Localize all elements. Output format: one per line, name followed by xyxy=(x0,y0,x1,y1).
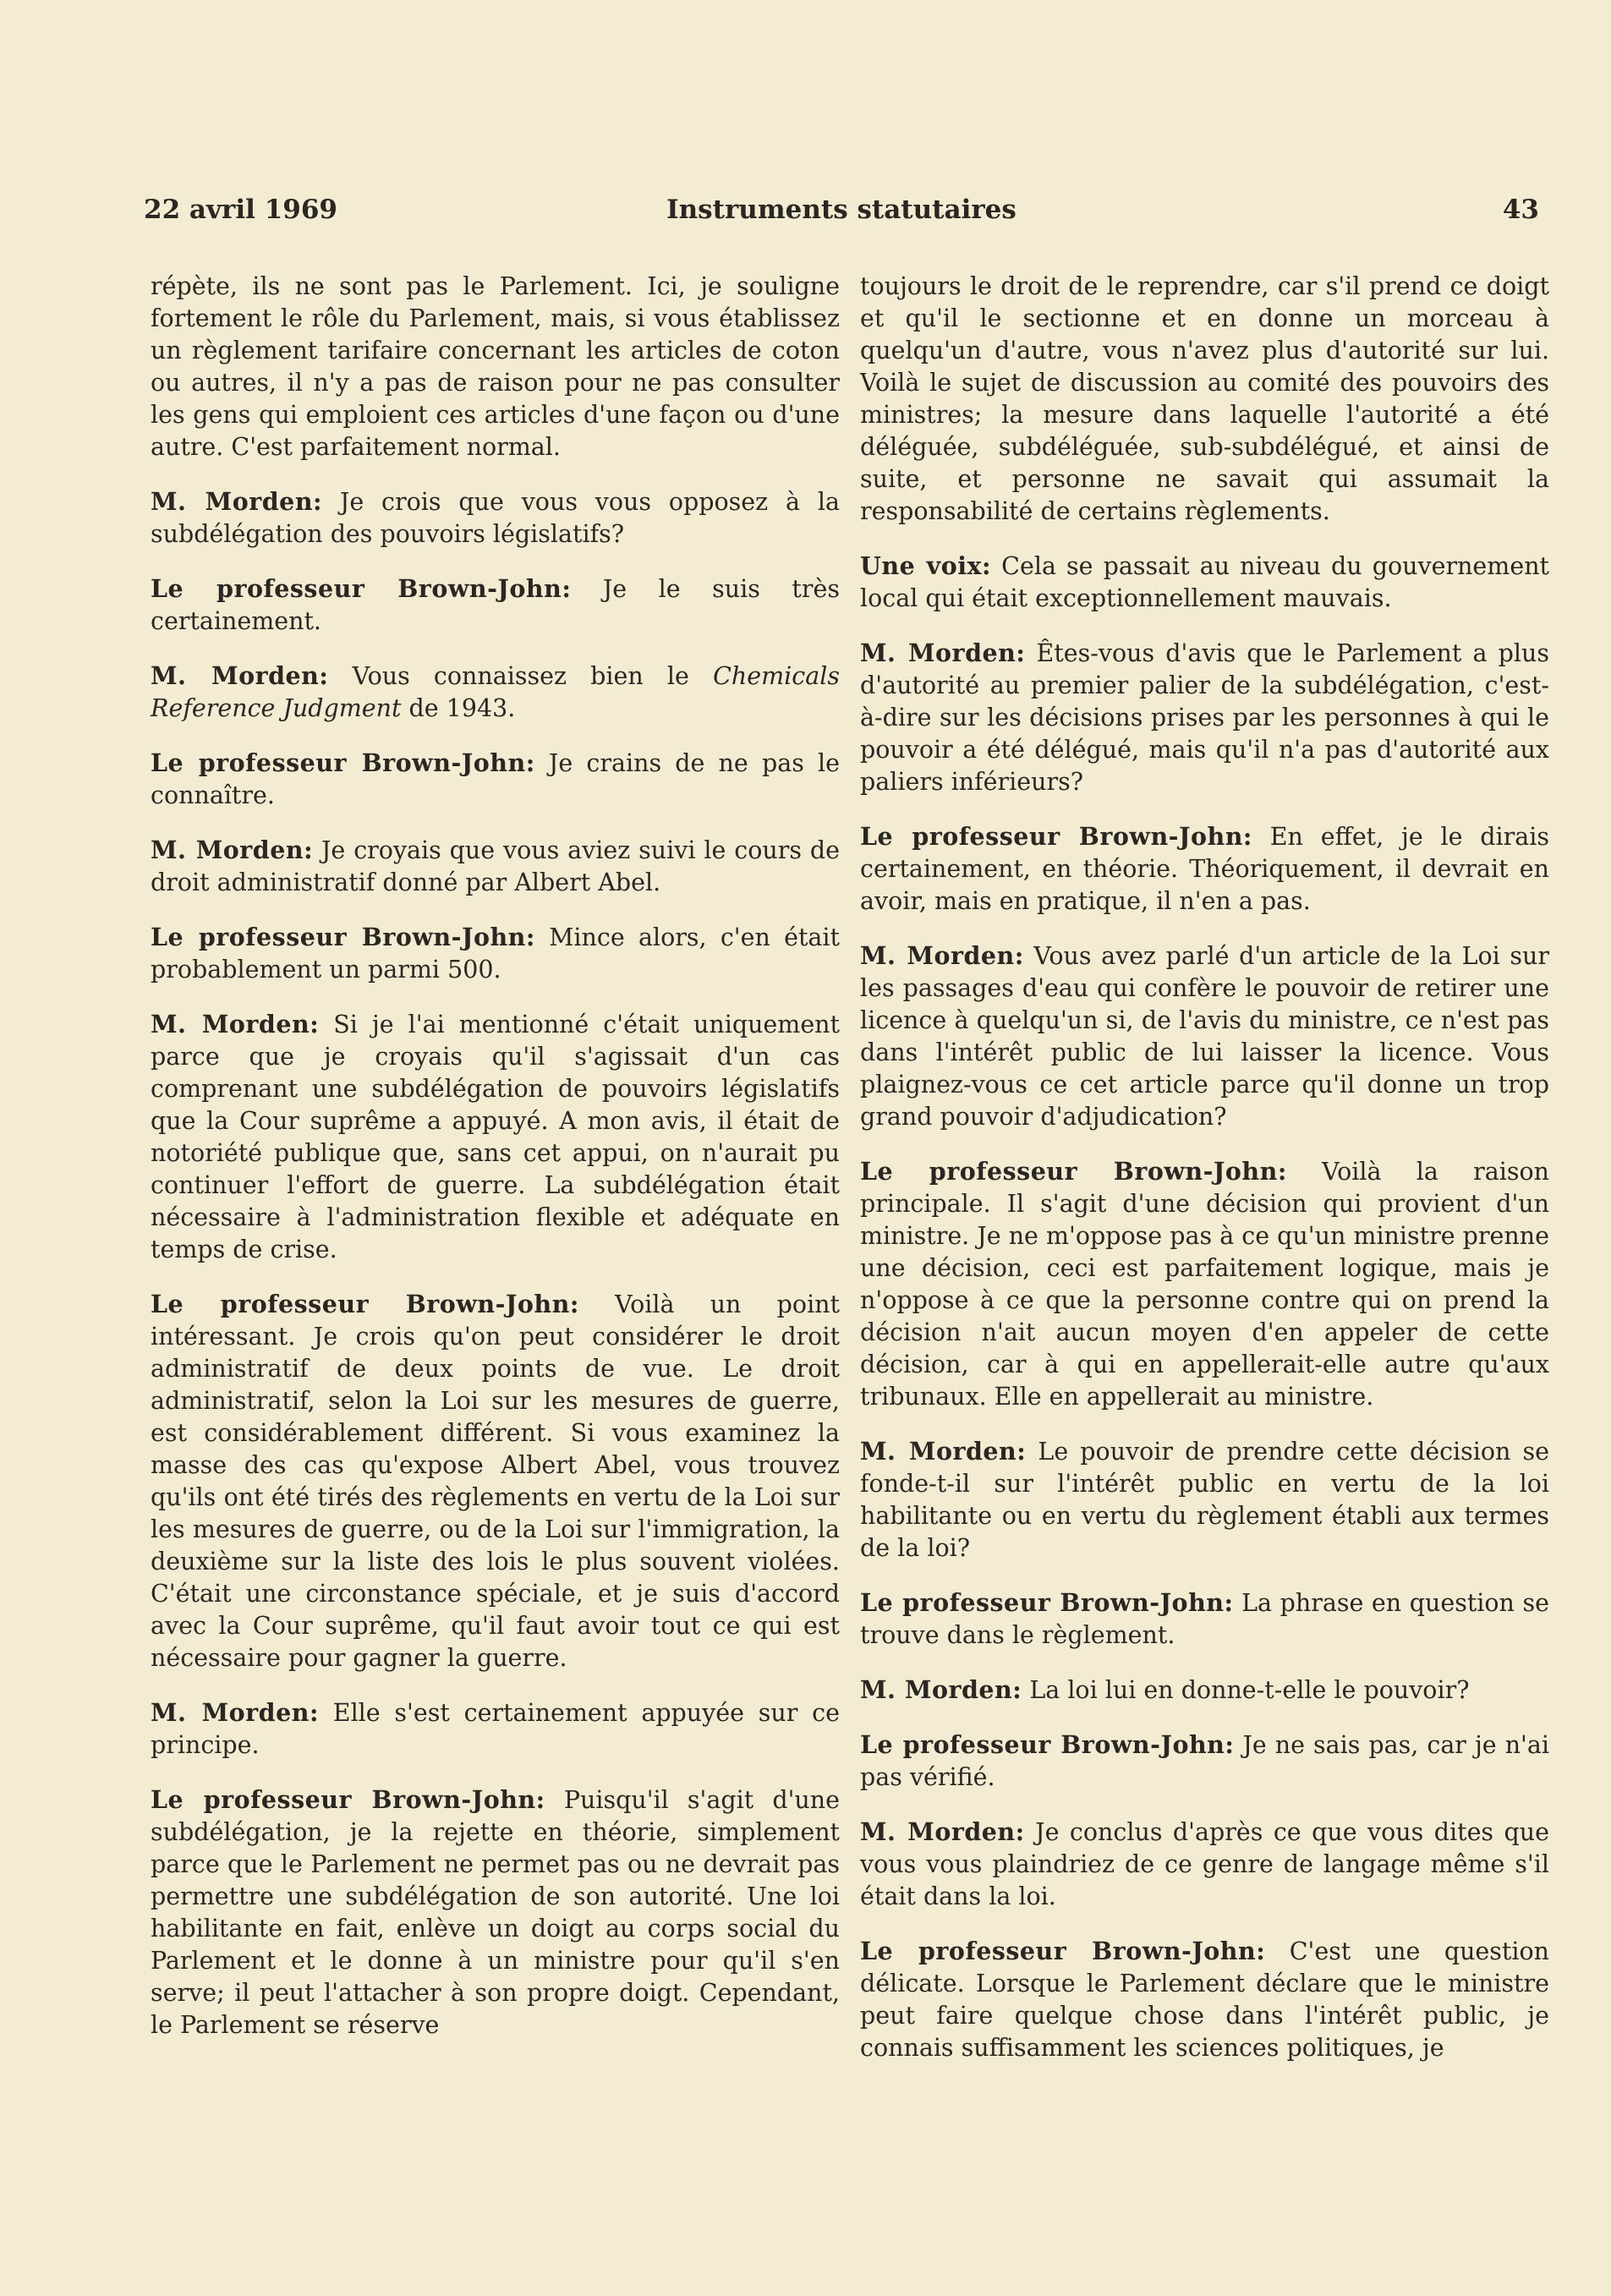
speaker-name: M. Morden: xyxy=(151,1010,320,1038)
paragraph xyxy=(860,637,1549,798)
paragraph-text: Je ne sais pas, car je n'ai pas vérifié. xyxy=(860,1731,1549,1791)
right-column xyxy=(860,271,1549,2086)
paragraph-text: toujours le droit de le reprendre, car s'il prend ce doigt et qu'il le sectionne et en donne un morceau à quelqu'un d'autre, vous n'avez plus d'autorité sur lui. Voilà le sujet de discussion au comité des pouvoirs des ministres; la mesure dans laquelle l'autorité a été déléguée, subdéléguée, sub-subdélégué, et ainsi de suite, et personne ne savait qui assumait la responsabilité de certains règlements. xyxy=(860,272,1549,525)
paragraph xyxy=(860,1729,1549,1794)
page-number: 43 xyxy=(1502,195,1539,225)
paragraph xyxy=(151,1696,840,1762)
speaker-name: Le professeur Brown-John: xyxy=(151,923,535,951)
paragraph xyxy=(151,271,840,463)
paragraph xyxy=(860,1155,1549,1413)
speaker-name: Le professeur Brown-John: xyxy=(860,1937,1266,1965)
paragraph-text: Si je l'ai mentionné c'était uniquement parce que je croyais qu'il s'agissait d'un cas comprenant une subdélégation de pouvoirs législatifs que la Cour suprême a appuyé. A mon avis, il était de notoriété publique que, sans cet appui, on n'aurait pu continuer l'effort de guerre. La subdélégation était nécessaire à l'administration flexible et adéquate en temps de crise. xyxy=(151,1011,840,1263)
speaker-name: M. Morden: xyxy=(860,1675,1022,1704)
paragraph xyxy=(860,1816,1549,1913)
paragraph-text: répète, ils ne sont pas le Parlement. Ici, je souligne fortement le rôle du Parlement, mais, si vous établissez un règlement tarifaire concernant les articles de coton ou autres, il n'y a pas de raison pour ne pas consulter les gens qui emploient ces articles d'une façon ou d'une autre. C'est parfaitement normal. xyxy=(151,272,840,461)
speaker-name: Le professeur Brown-John: xyxy=(860,1730,1235,1759)
paragraph xyxy=(860,1935,1549,2064)
speaker-name: M. Morden: xyxy=(151,487,323,516)
paragraph xyxy=(151,485,840,551)
speaker-name: Le professeur Brown-John: xyxy=(860,1157,1287,1186)
paragraph-text: Je crois que vous vous opposez à la subdélégation des pouvoirs législatifs? xyxy=(151,488,840,548)
header-date: 22 avril 1969 xyxy=(144,195,337,225)
speaker-name: M. Morden: xyxy=(151,1698,319,1727)
paragraph-text: Je croyais que vous aviez suivi le cours de droit administratif donné par Albert Abel. xyxy=(151,836,840,896)
paragraph-text: Je le suis très certainement. xyxy=(151,575,840,635)
paragraph xyxy=(151,573,840,638)
italic-title: Chemicals Reference Judgment xyxy=(151,662,840,722)
paragraph xyxy=(151,834,840,899)
speaker-name: Le professeur Brown-John: xyxy=(860,1588,1234,1617)
paragraph-text: Voilà un point intéressant. Je crois qu'on peut considérer le droit administratif de deux points de vue. Le droit administratif, selon la Loi sur les mesures de guerre, est considérablement différent. Si vous examinez la masse des cas qu'expose Albert Abel, vous trouvez qu'ils ont été tirés des règlements en vertu de la Loi sur les mesures de guerre, ou de la Loi sur l'immigration, la deuxième sur la liste des lois le plus souvent violées. C'était une circonstance spéciale, et je suis d'accord avec la Cour suprême, qu'il faut avoir tout ce qui est nécessaire pour gagner la guerre. xyxy=(151,1290,840,1672)
speaker-name: M. Morden: xyxy=(151,836,314,864)
paragraph-text: La phrase en question se trouve dans le règlement. xyxy=(860,1589,1549,1649)
paragraph-text: Cela se passait au niveau du gouvernement local qui était exceptionnellement mauvais. xyxy=(860,552,1550,612)
speaker-name: Le professeur Brown-John: xyxy=(151,1290,579,1318)
paragraph xyxy=(860,550,1549,615)
paragraph-text: Je crains de ne pas le connaître. xyxy=(151,749,840,809)
paragraph xyxy=(151,660,840,725)
paragraph xyxy=(860,271,1549,528)
left-column xyxy=(151,271,840,2063)
page-header xyxy=(144,195,1539,233)
paragraph-text: Elle s'est certainement appuyée sur ce principe. xyxy=(151,1699,840,1759)
speaker-name: M. Morden: xyxy=(860,638,1026,667)
speaker-name: M. Morden: xyxy=(860,1817,1025,1846)
speaker-name: Une voix: xyxy=(860,551,992,580)
paragraph-text: En effet, je le dirais certainement, en théorie. Théoriquement, il devrait en avoir, mais en pratique, il n'en a pas. xyxy=(860,823,1549,915)
paragraph-text: Puisqu'il s'agit d'une subdélégation, je la rejette en théorie, simplement parce que le Parlement ne permet pas ou ne devrait pas permettre une subdélégation de son autorité. Une loi habilitante en fait, enlève un doigt au corps social du Parlement et le donne à un ministre pour qu'il s'en serve; il peut l'attacher à son propre doigt. Cependant, le Parlement se réserve xyxy=(151,1786,840,2039)
paragraph xyxy=(151,1288,840,1674)
paragraph xyxy=(860,1674,1549,1707)
paragraph-text: Le pouvoir de prendre cette décision se fonde-t-il sur l'intérêt public en vertu de la loi habilitante ou en vertu du règlement établi aux termes de la loi? xyxy=(860,1438,1549,1562)
paragraph xyxy=(151,921,840,986)
paragraph xyxy=(151,747,840,812)
paragraph-text: Mince alors, c'en était probablement un parmi 500. xyxy=(151,923,840,984)
speaker-name: M. Morden: xyxy=(151,661,329,690)
paragraph xyxy=(860,1435,1549,1564)
speaker-name: M. Morden: xyxy=(860,941,1024,970)
paragraph-text: Voilà la raison principale. Il s'agit d'une décision qui provient d'un ministre. Je ne m'oppose pas à ce qu'un ministre prenne une décision, ceci est parfaitement logique, mais je n'oppose à ce que la personne contre qui on prend la décision n'ait aucun moyen d'en appeler de cette décision, car à qui en appellerait-elle autre qu'aux tribunaux. Elle en appellerait au ministre. xyxy=(860,1158,1549,1411)
speaker-name: M. Morden: xyxy=(860,1437,1027,1466)
paragraph-text: Vous avez parlé d'un article de la Loi sur les passages d'eau qui confère le pouvoir de retirer une licence à quelqu'un si, de l'avis du ministre, ce n'est pas dans l'intérêt public de lui laisser la licence. Vous plaignez-vous ce cet article parce qu'il donne un trop grand pouvoir d'adjudication? xyxy=(860,942,1549,1131)
paragraph xyxy=(860,1586,1549,1652)
paragraph xyxy=(151,1008,840,1266)
speaker-name: Le professeur Brown-John: xyxy=(860,822,1252,851)
header-title: Instruments statutaires xyxy=(666,195,1016,225)
speaker-name: Le professeur Brown-John: xyxy=(151,574,572,603)
speaker-name: Le professeur Brown-John: xyxy=(151,748,535,777)
paragraph-text: La loi lui en donne-t-elle le pouvoir? xyxy=(1022,1676,1470,1704)
paragraph-text: Vous connaissez bien le xyxy=(328,662,714,690)
paragraph xyxy=(860,820,1549,918)
paragraph xyxy=(860,940,1549,1133)
paragraph-text: Je conclus d'après ce que vous dites que vous vous plaindriez de ce genre de langage même s'il était dans la loi. xyxy=(860,1818,1549,1910)
paragraph-text: Êtes-vous d'avis que le Parlement a plus d'autorité au premier palier de la subdélégation, c'est-à-dire sur les décisions prises par les personnes à qui le pouvoir a été délégué, mais qu'il n'a pas d'autorité aux paliers inférieurs? xyxy=(860,639,1549,796)
paragraph xyxy=(151,1784,840,2041)
paragraph-text: C'est une question délicate. Lorsque le Parlement déclare que le ministre peut faire quelque chose dans l'intérêt public, je connais suffisamment les sciences politiques, je xyxy=(860,1937,1549,2062)
paragraph-text-continued: de 1943. xyxy=(401,694,516,722)
speaker-name: Le professeur Brown-John: xyxy=(151,1785,545,1814)
